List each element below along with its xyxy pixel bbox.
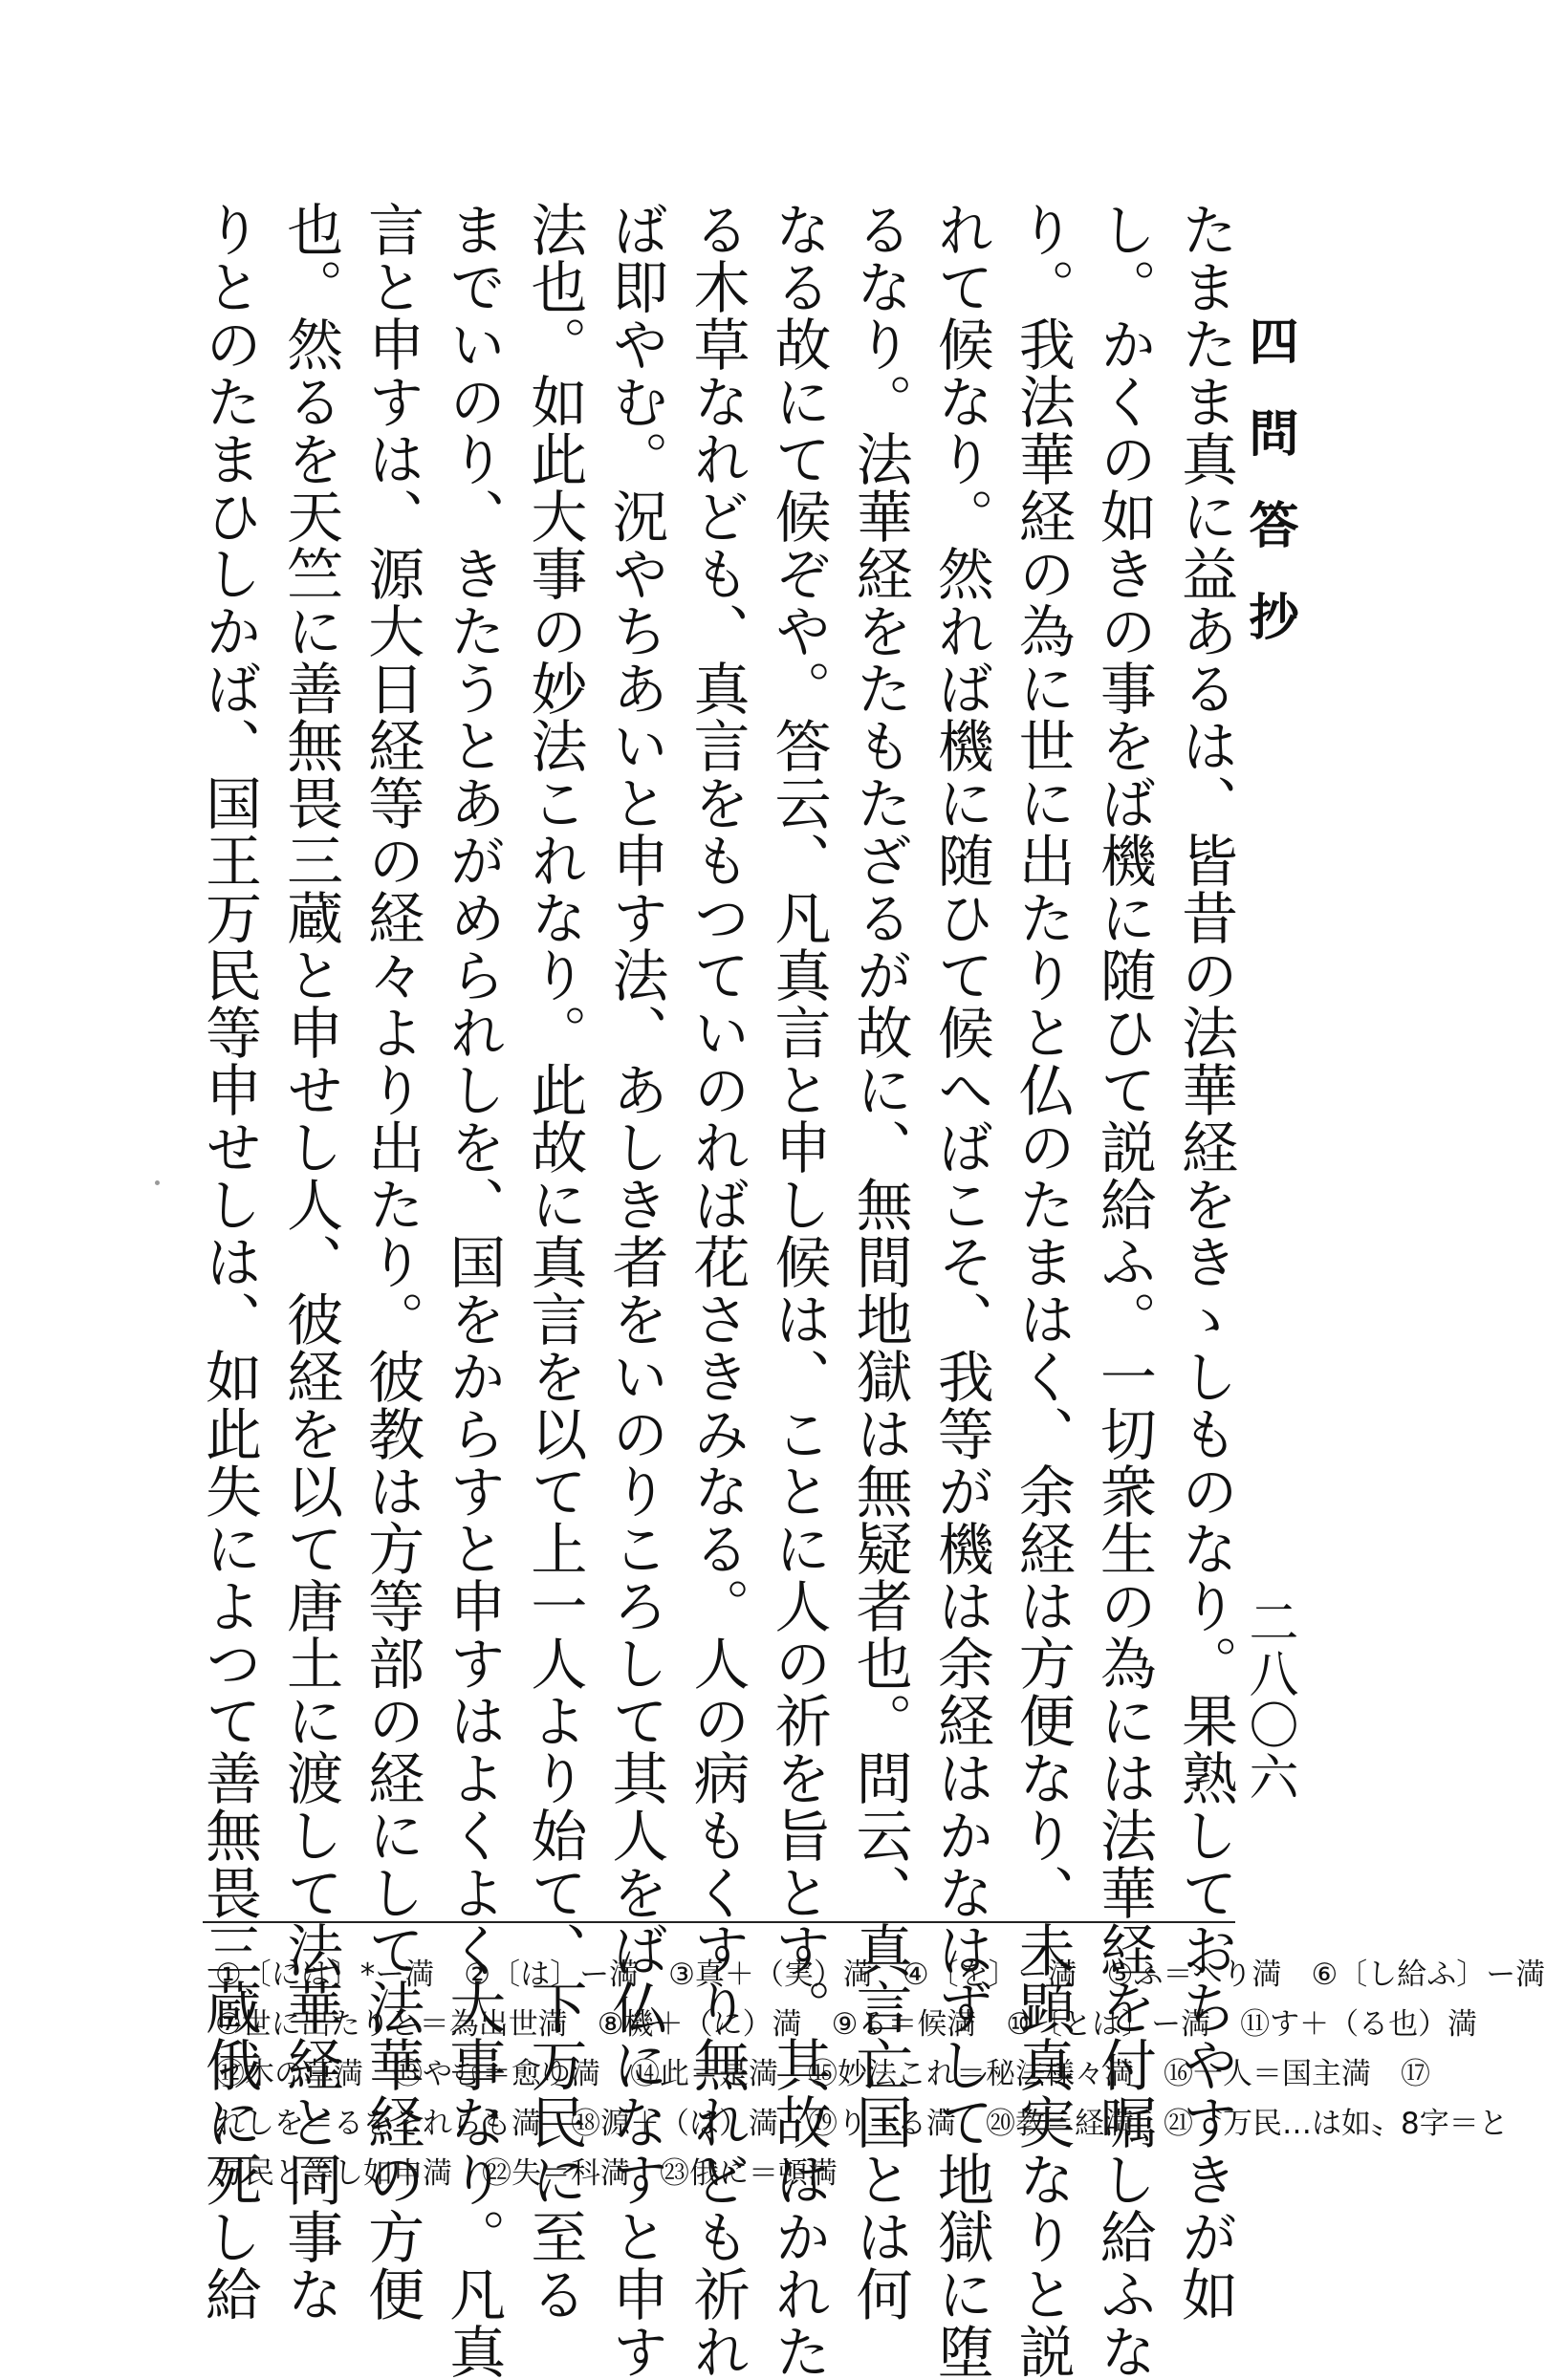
text-column: 法也。如此大事の妙法これなり。此故に真言を以て上一人より始て、下万民に至る [521, 201, 588, 2323]
text-column: る木草なれども、真言をもつていのれば花さきみなる。人の病もくすり無れども祈れ [684, 201, 751, 2380]
footnotes [215, 1950, 1545, 2198]
footnote-line: 万民と等し如申満 ㉒失＝科満 ㉓俄に＝頓満 [215, 2156, 838, 2191]
text-column: りとのたまひしかば、国王万民等申せしは、如此失によつて善無畏三蔵俄に死し給 [196, 201, 262, 2323]
footnote-line: れしを＝るをそれらも満 ⑱源＋（は）満 ⑲り＝る満 ⑳教＝経満 ㉑〝万民…は如〟8字＝と [215, 2107, 1509, 2141]
page-title: 四問答抄 [1240, 315, 1298, 682]
text-column: り。我法華経の為に世に出たりと仏のたまはく、余経は方便なり、未顕真実なりと説 [1009, 201, 1076, 2380]
text-column: し。かくの如きの事をば機に随ひて説給ふ。一切衆生の為には法華経を付嘱し給ふな [1090, 201, 1157, 2380]
text-column: 也。然るを天竺に善無畏三蔵と申せし人、彼経を以て唐土に渡して法華経と同事な [277, 201, 344, 2323]
footnote-divider [203, 1921, 1235, 1923]
text-column: たまたま真に益あるは、皆昔の法華経をきゝしものなり。果熟しておちやすきが如 [1171, 201, 1238, 2323]
text-column: 言と申すは、源大日経等の経々より出たり。彼教は方等部の経にして法華経の方便 [359, 201, 425, 2323]
text-column: るなり。法華経をたもたざるが故に、無間地獄は無疑者也。問云、真言亡国とは何 [846, 201, 913, 2323]
text-column: なる故にて候ぞや。答云、凡真言と申し候は、ことに人の祈を旨とす。其故はかれた [765, 201, 832, 2380]
footnote-line: ⑦世に出たりと＝為出世満 ⑧機＋（に）満 ⑨る＝候満 ⑩〔とは〕ー満 ⑪す＋（る也）満 [215, 2007, 1478, 2042]
footnote-line: ①〔には〕*ー満 ②〔は〕ー満 ③真＋（実）満 ④〔を〕ー満 ⑤ふ＝へり満 ⑥〔し給ふ〕ー満 [215, 1958, 1545, 1992]
text-column: ば即やむ。況やちあいと申す法、あしき者をいのりころして其人をば仏になすと申す [602, 201, 669, 2380]
footnote-line: ⑫木の草満 ⑬やむ＝愈ゆ満 ⑭此＝是満 ⑮妙法これ＝秘法様々満 ⑯一人＝国主満 ⑰ [215, 2057, 1430, 2091]
text-column: までいのり、きたうとあがめられしを、国をからすと申すはよくよく大事なり。凡真 [440, 201, 507, 2380]
scan-speck [155, 1180, 160, 1185]
text-column: れて候なり。然れば機に随ひて候へばこそ、我等が機は余経はかなはずして地獄に堕 [927, 201, 994, 2380]
page-number: 二八〇六 [1240, 1596, 1297, 1803]
